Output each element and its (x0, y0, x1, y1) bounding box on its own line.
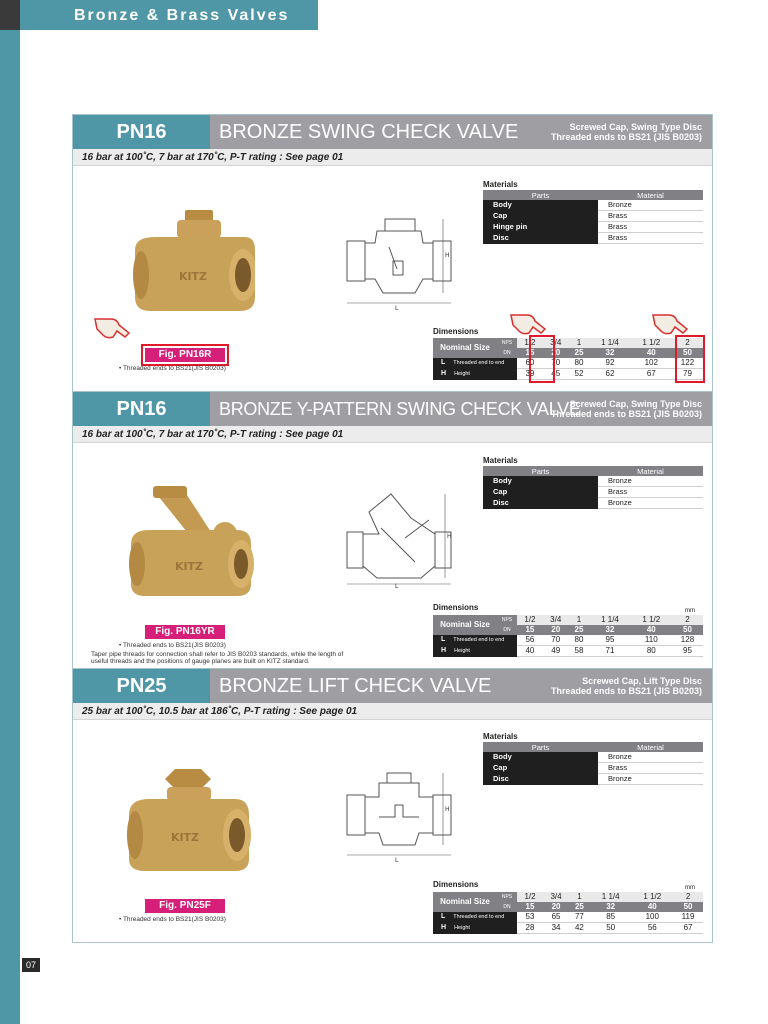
valve-type-line1: Screwed Cap, Lift Type Disc (582, 676, 702, 686)
dimensions-label: Dimensions (433, 603, 479, 612)
valve-drawing (345, 211, 455, 311)
materials-header-parts: Parts (483, 466, 598, 476)
table-row: DN 15 20 25 32 40 50 (433, 625, 703, 635)
section-swing-check (72, 114, 713, 392)
taper-thread-note: Taper pipe threads for connection shall refer to JIS B0203 standards, while the length of useful threads and the positions of gauge planes are built on KITZ standard. (91, 651, 344, 665)
nps-tag: NPS (497, 615, 517, 625)
thread-note: • Threaded ends to BS21(JIS B0203) (119, 916, 226, 923)
section-lift-check (72, 668, 713, 943)
table-row: Disc Bronze (483, 498, 703, 509)
table-row: L Threaded end to end 60 70 80 92 102 122 (433, 358, 703, 369)
brand-mark: KITZ (178, 270, 208, 283)
dn-tag: DN (497, 348, 517, 358)
pt-rating: 16 bar at 100˚C, 7 bar at 170˚C, P-T rating : See page 01 (73, 149, 712, 166)
thread-note: • Threaded ends to BS21(JIS B0203) (119, 642, 226, 649)
figure-number: Fig. PN16YR (145, 625, 225, 639)
dimensions-label: Dimensions (433, 327, 479, 336)
materials-header-material: Material (598, 466, 703, 476)
dimensions-table (433, 338, 703, 380)
valve-type (551, 122, 702, 142)
materials-header-material: Material (598, 190, 703, 200)
materials-table (483, 190, 703, 244)
valve-photo (115, 759, 255, 879)
height-label: H (445, 806, 450, 813)
section-title-bar (73, 392, 712, 426)
materials-header-parts: Parts (483, 742, 598, 752)
valve-type-line2: Threaded ends to BS21 (JIS B0203) (550, 409, 702, 419)
highlight-box (675, 335, 705, 383)
pressure-rating-label: PN25 (73, 669, 210, 703)
length-label: L (395, 305, 399, 311)
nominal-size-label: Nominal Size (433, 615, 497, 635)
section-title-bar (73, 669, 712, 703)
valve-type (551, 399, 702, 419)
materials-label: Materials (483, 456, 518, 465)
table-row: H Height 40 49 58 71 80 95 (433, 646, 703, 657)
table-row: L Threaded end to end 56 70 80 95 110 128 (433, 635, 703, 646)
valve-title: BRONZE SWING CHECK VALVE (219, 121, 519, 143)
pressure-rating-label: PN16 (73, 115, 210, 149)
table-row: Cap Brass (483, 763, 703, 774)
materials-label: Materials (483, 732, 518, 741)
pointing-hand-icon (93, 311, 133, 343)
valve-title: BRONZE Y-PATTERN SWING CHECK VALVE (219, 399, 581, 419)
nps-tag: NPS (497, 338, 517, 348)
valve-type (551, 676, 702, 696)
valve-drawing (345, 765, 455, 865)
page-header: Bronze & Brass Valves (20, 0, 318, 30)
table-row: Nominal Size NPS 1/2 3/4 1 1 1/4 1 1/2 2 (433, 338, 703, 348)
table-row: Disc Bronze (483, 774, 703, 785)
dimensions-label: Dimensions (433, 880, 479, 889)
valve-type-line2: Threaded ends to BS21 (JIS B0203) (550, 132, 702, 142)
table-row: Nominal Size NPS 1/2 3/4 1 1 1/4 1 1/2 2 (433, 892, 703, 902)
valve-photo (115, 205, 255, 325)
nps-tag: NPS (497, 892, 517, 902)
table-row: DN 15 20 25 32 40 50 (433, 902, 703, 912)
materials-table (483, 466, 703, 509)
height-label: H (445, 252, 450, 259)
dn-tag: DN (497, 625, 517, 635)
table-row: Cap Brass (483, 487, 703, 498)
dimensions-table (433, 615, 703, 657)
brand-mark: KITZ (174, 560, 204, 573)
valve-type-line1: Screwed Cap, Swing Type Disc (569, 399, 702, 409)
table-row: Nominal Size NPS 1/2 3/4 1 1 1/4 1 1/2 2 (433, 615, 703, 625)
table-row: Hinge pin Brass (483, 222, 703, 233)
pt-rating: 25 bar at 100˚C, 10.5 bar at 186˚C, P-T rating : See page 01 (73, 703, 712, 720)
dimensions-table (433, 892, 703, 934)
highlight-box (529, 335, 555, 383)
thread-note: • Threaded ends to BS21(JIS B0203) (119, 365, 226, 372)
materials-header-material: Material (598, 742, 703, 752)
section-title-bar (73, 115, 712, 149)
brand-mark: KITZ (170, 831, 200, 844)
dn-tag: DN (497, 902, 517, 912)
side-accent-bar (0, 0, 20, 1024)
length-label: L (395, 583, 399, 588)
nominal-size-label: Nominal Size (433, 338, 497, 358)
valve-drawing (345, 488, 455, 588)
materials-header-parts: Parts (483, 190, 598, 200)
table-row: Body Bronze (483, 200, 703, 211)
valve-type-line1: Screwed Cap, Swing Type Disc (569, 122, 702, 132)
table-row: H Height 39 45 52 62 67 79 (433, 369, 703, 380)
materials-table (483, 742, 703, 785)
table-row: L Threaded end to end 53 65 77 85 100 119 (433, 912, 703, 923)
table-row: Cap Brass (483, 211, 703, 222)
height-label: H (447, 533, 452, 540)
valve-photo (115, 482, 255, 602)
unit-label: mm (685, 885, 695, 891)
side-accent-corner (0, 0, 20, 30)
table-row: H Height 28 34 42 50 56 67 (433, 923, 703, 934)
table-row: Body Bronze (483, 476, 703, 487)
table-row: Body Bronze (483, 752, 703, 763)
figure-number: Fig. PN16R (145, 348, 225, 362)
valve-type-line2: Threaded ends to BS21 (JIS B0203) (550, 686, 702, 696)
materials-label: Materials (483, 180, 518, 189)
table-row: Disc Brass (483, 233, 703, 244)
unit-label: mm (685, 608, 695, 614)
pressure-rating-label: PN16 (73, 392, 210, 426)
table-row: DN 15 20 25 32 40 50 (433, 348, 703, 358)
figure-number: Fig. PN25F (145, 899, 225, 913)
pt-rating: 16 bar at 100˚C, 7 bar at 170˚C, P-T rating : See page 01 (73, 426, 712, 443)
valve-title: BRONZE LIFT CHECK VALVE (219, 675, 492, 697)
page-number: 07 (22, 958, 40, 972)
nominal-size-label: Nominal Size (433, 892, 497, 912)
section-y-pattern-swing-check (72, 391, 713, 669)
length-label: L (395, 857, 399, 864)
